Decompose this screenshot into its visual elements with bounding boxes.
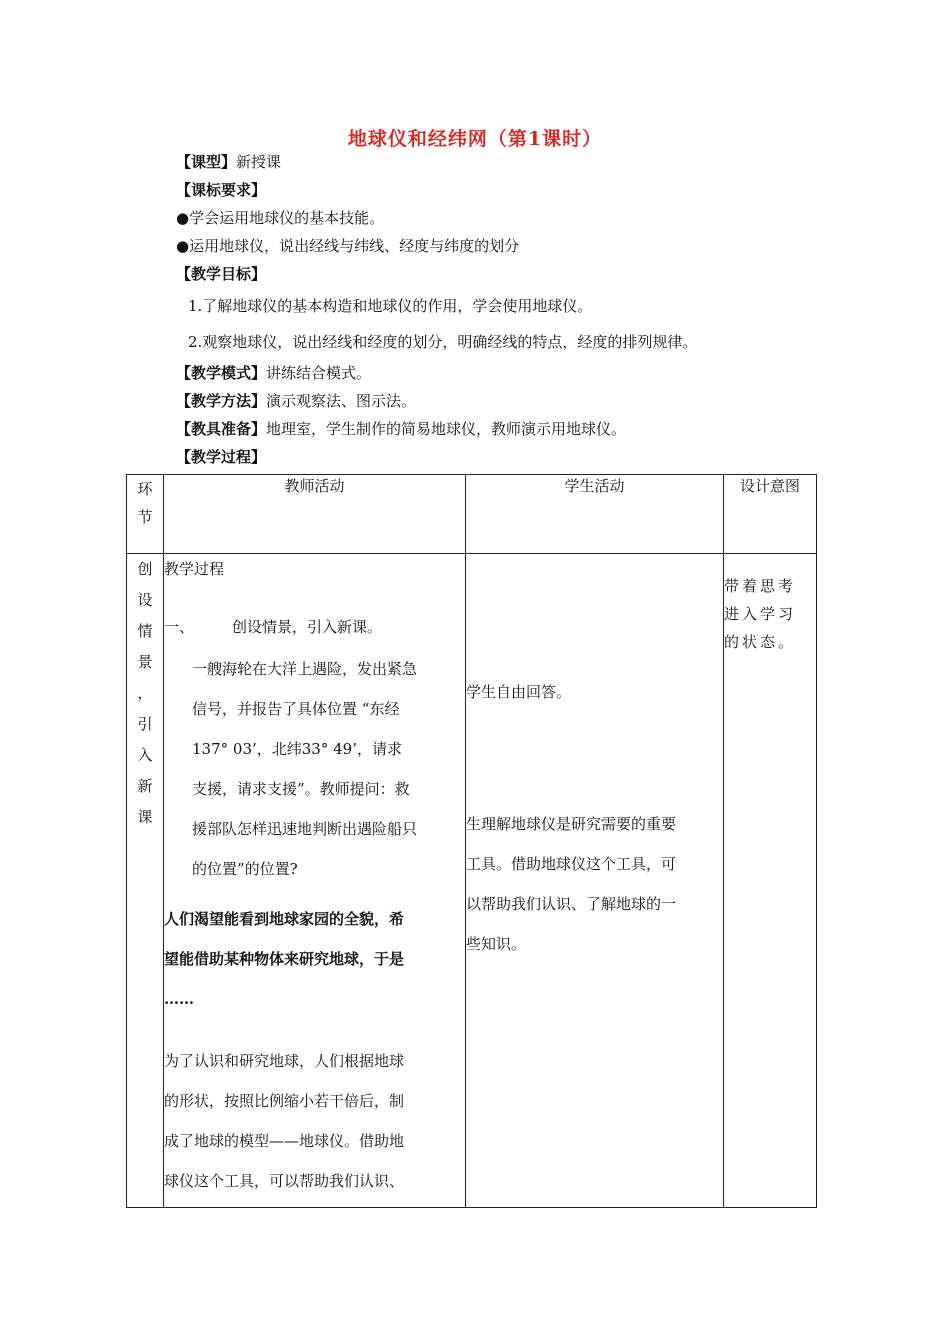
header-teacher: 教师活动 [164,475,466,554]
header-student: 学生活动 [466,475,724,554]
objectives-heading: 【教学目标】 [176,265,267,283]
bold-paragraph: 人们渴望能看到地球家园的全貌，希 望能借助某种物体来研究地球，于是 …… [164,910,405,1008]
student-activity-cell [466,554,724,1208]
teacher-step: 一、 创设情景，引入新课。 [164,618,383,636]
header-design: 设计意图 [724,475,817,554]
student-understanding: 生理解地球仪是研究需要的重要 工具。借助地球仪这个工具，可 以帮助我们认识、了解地球的一 些知识。 [466,815,677,953]
header-stage: 环 节 [127,475,164,554]
lesson-type-value: 新授课 [236,153,282,171]
lesson-type-label: 【课型】 [176,153,237,171]
method-line: 【教学方法】演示观察法、图示法。 [176,392,417,410]
stage-cell: 创 设 情 景 ， 引 入 新 课 [127,554,164,1208]
teacher-heading: 教学过程 [164,560,225,578]
design-intent-cell: 带着思考 进入学习 的状态。 [724,554,817,1208]
student-answer: 学生自由回答。 [466,683,572,701]
standard-item: ●学会运用地球仪的基本技能。 [176,209,385,227]
table-row [127,554,817,1208]
objective-item: 2.观察地球仪，说出经线和经度的划分，明确经线的特点，经度的排列规律。 [188,333,698,351]
lesson-type-line [176,151,281,172]
teacher-activity-cell [164,554,466,1208]
standard-item: ●运用地球仪，说出经线与纬线、经度与纬度的划分 [176,237,520,255]
table-header-row [127,475,817,554]
lesson-process-table [126,474,817,1208]
tools-line: 【教具准备】地理室，学生制作的简易地球仪，教师演示用地球仪。 [176,420,627,438]
standards-heading: 【课标要求】 [176,181,267,199]
process-heading: 【教学过程】 [176,448,267,466]
document-title: 地球仪和经纬网（第1课时） [347,128,603,150]
objective-item: 1.了解地球仪的基本构造和地球仪的作用，学会使用地球仪。 [188,297,593,315]
globe-paragraph: 为了认识和研究地球，人们根据地球 的形状，按照比例缩小若干倍后，制 成了地球的模型——地球仪。借助地 球仪这个工具，可以帮助我们认识、 [164,1052,405,1190]
scenario-paragraph: 一艘海轮在大洋上遇险，发出紧急 信号，并报告了具体位置 “东经 137° 03’，北纬33° 49’，请求 支援，请求支援”。教师提问：救 援部队怎样迅速地判断出遇险船只 的位置”的位置? [192,660,418,878]
mode-line: 【教学模式】讲练结合模式。 [176,364,372,382]
